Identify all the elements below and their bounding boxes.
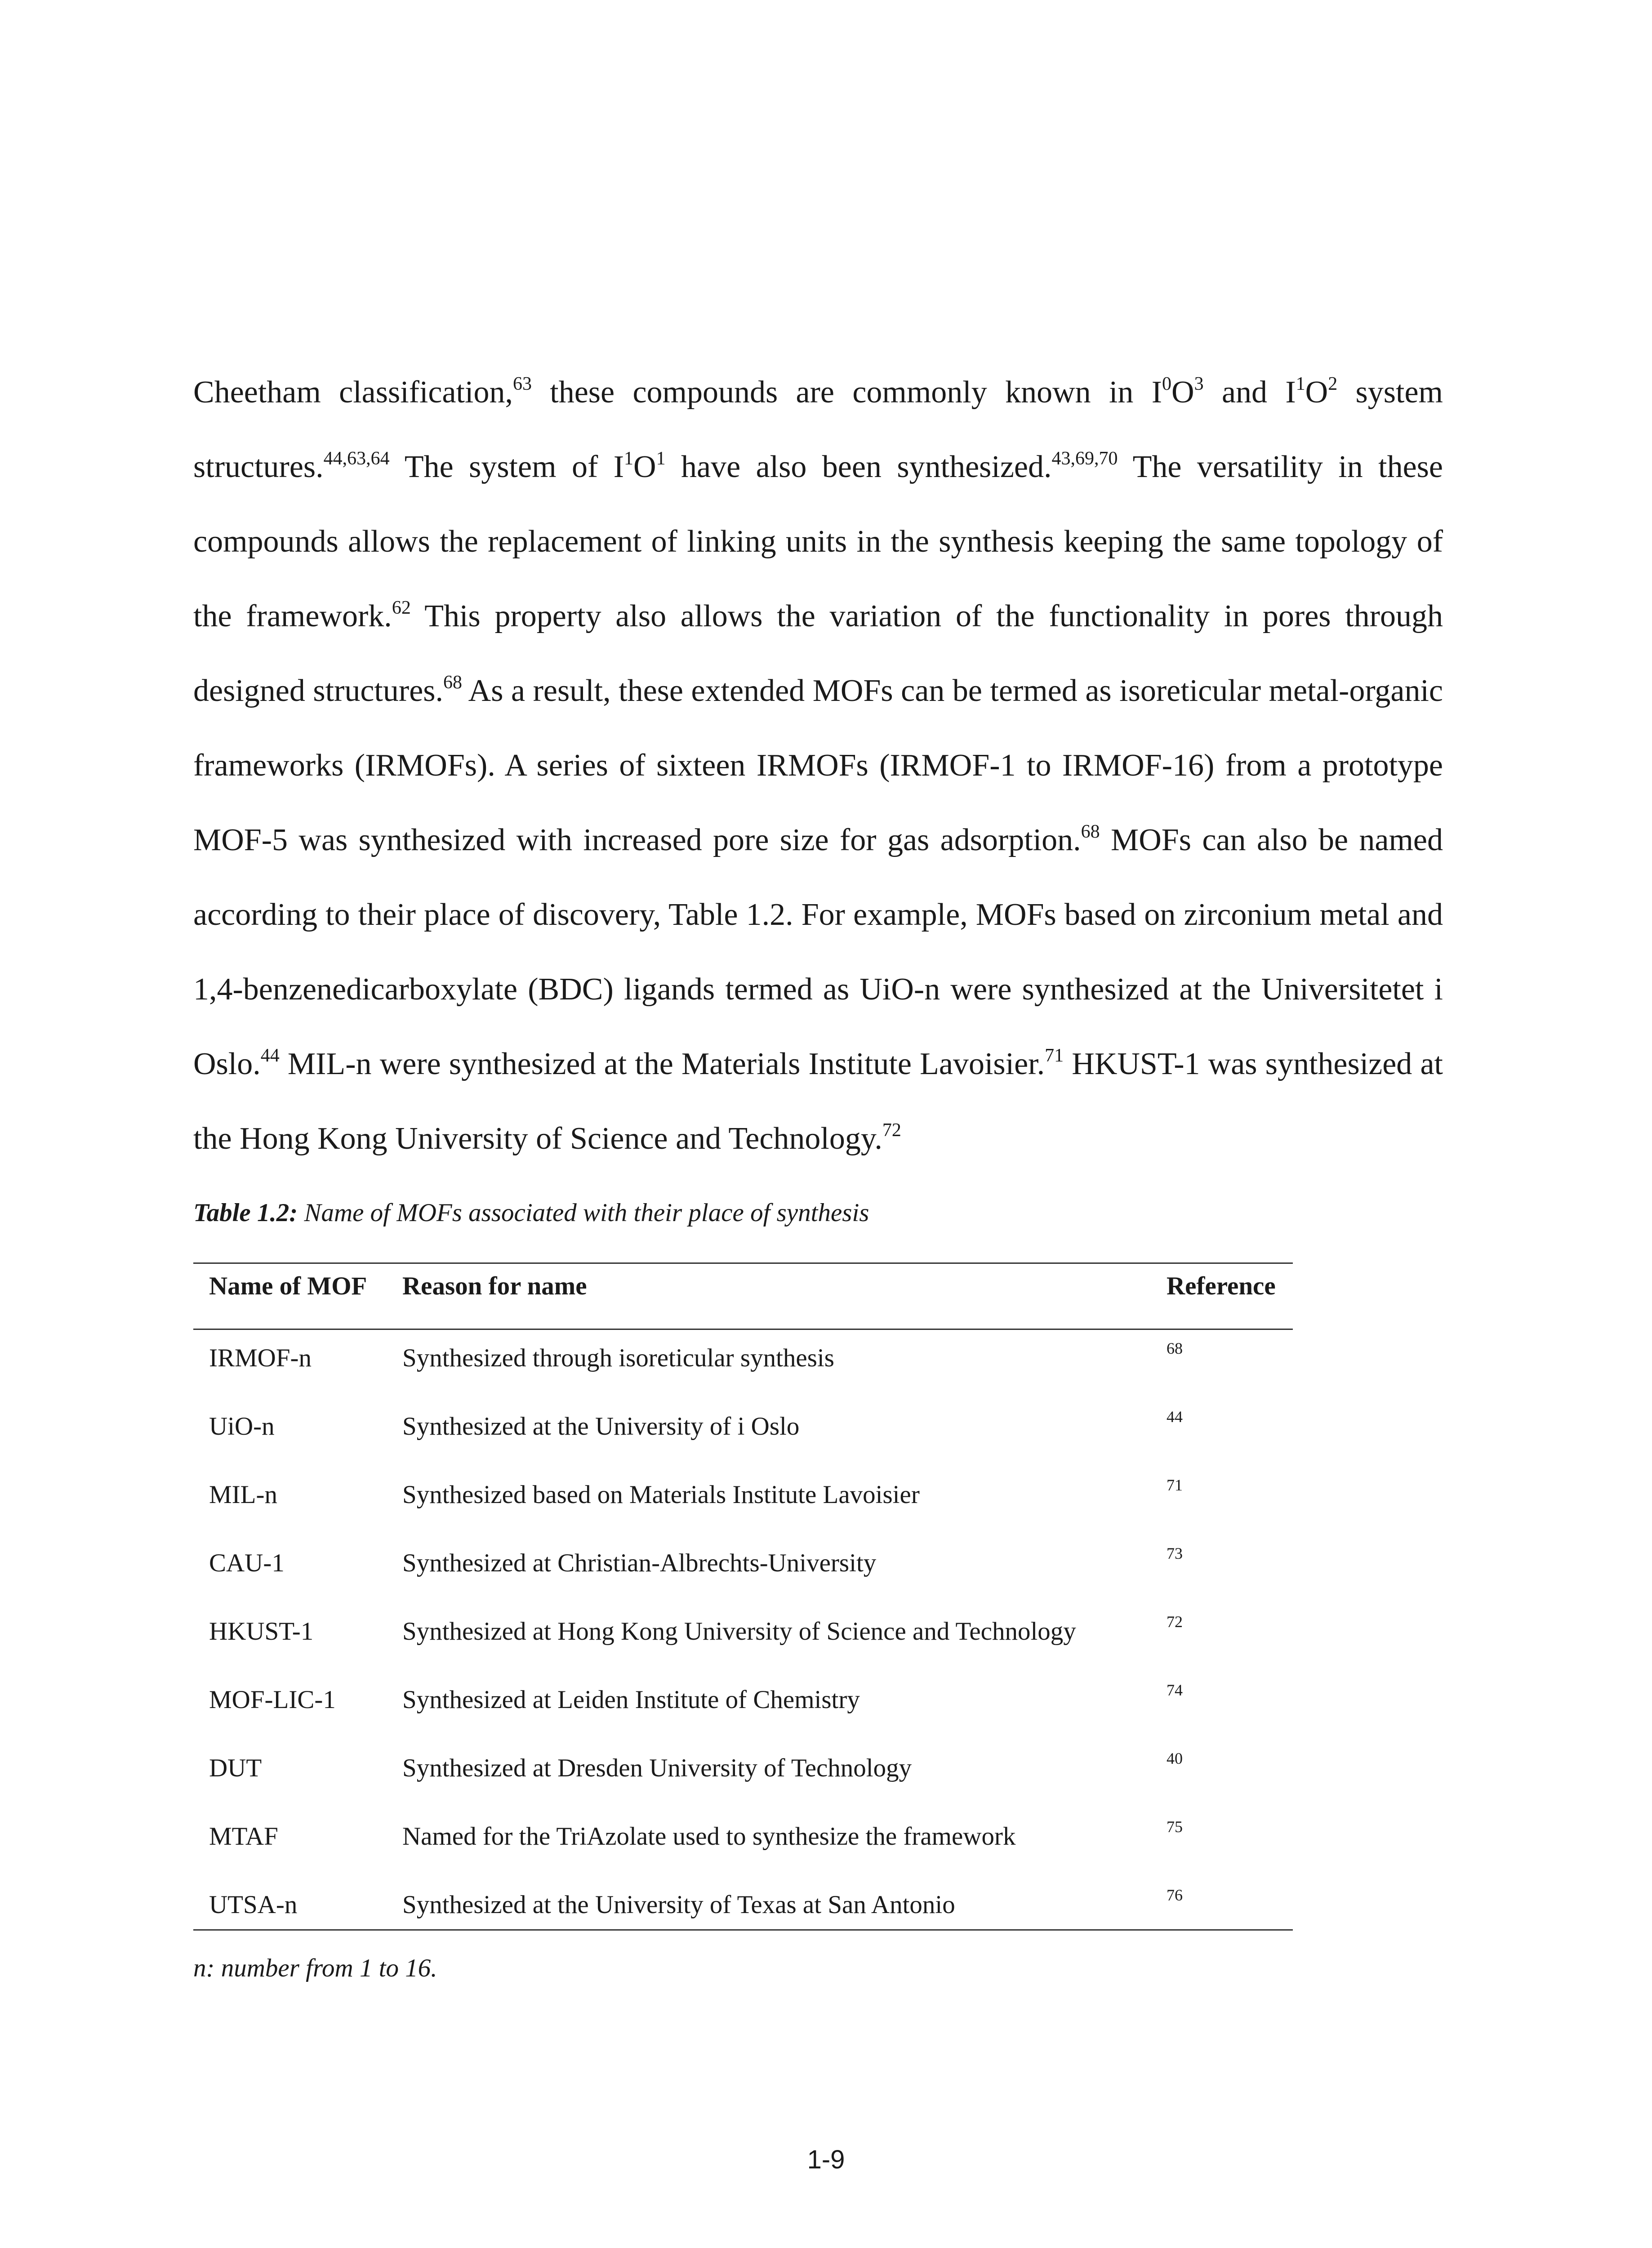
paragraph-text: have also been synthesized. [665, 450, 1052, 484]
table-cell-reason: Synthesized based on Materials Institute Lavoisier [402, 1481, 920, 1509]
table-top-rule [193, 1262, 1293, 1264]
table-cell-reference: 74 [1167, 1681, 1183, 1699]
paragraph-text: O [1305, 375, 1328, 410]
paragraph-text: system structures. [193, 375, 1443, 484]
header-name-of-mof: Name of MOF [209, 1272, 367, 1300]
table-cell-reference: 40 [1167, 1749, 1183, 1767]
citation-superscript: 1 [1296, 373, 1305, 394]
paragraph-text: O [633, 450, 656, 484]
table-cell-reference: 71 [1167, 1476, 1183, 1494]
citation-superscript: 1 [656, 448, 666, 469]
citation-superscript: 63 [512, 373, 532, 394]
citation-superscript: 44,63,64 [323, 448, 390, 469]
body-paragraph [193, 355, 1443, 1176]
table-cell-reason: Named for the TriAzolate used to synthesize the framework [402, 1822, 1016, 1851]
table-cell-reference: 72 [1167, 1613, 1183, 1631]
paragraph-text: The versatility in these compounds allows the replacement of linking units in the synthesis keeping the same topology of the framework. [193, 450, 1443, 633]
citation-superscript: 68 [443, 672, 462, 693]
table-cell-reason: Synthesized at Leiden Institute of Chemistry [402, 1686, 860, 1714]
table-cell-mof-name: IRMOF-n [209, 1344, 312, 1372]
citation-superscript: 72 [882, 1120, 901, 1141]
paragraph-text: these compounds are commonly known in I [531, 375, 1162, 410]
table-cell-reference: 75 [1167, 1818, 1183, 1836]
citation-superscript: 71 [1045, 1045, 1064, 1066]
table-cell-mof-name: UiO-n [209, 1412, 275, 1441]
citation-superscript: 43,69,70 [1051, 448, 1118, 469]
paragraph-text: O [1171, 375, 1194, 410]
table-cell-reason: Synthesized at Christian-Albrechts-University [402, 1549, 877, 1577]
citation-superscript: 2 [1328, 373, 1338, 394]
table-cell-mof-name: UTSA-n [209, 1891, 298, 1919]
paragraph-text: This property also allows the variation of the functionality in pores through designed structures. [193, 599, 1443, 708]
table-caption-text: Name of MOFs associated with their place of synthesis [298, 1199, 869, 1227]
table-cell-reference: 44 [1167, 1408, 1183, 1426]
table-cell-reference: 73 [1167, 1544, 1183, 1562]
citation-superscript: 0 [1162, 373, 1172, 394]
paragraph-text: MIL-n were synthesized at the Materials Institute Lavoisier. [279, 1047, 1045, 1081]
table-caption-label: Table 1.2: [193, 1199, 298, 1227]
table-cell-mof-name: DUT [209, 1754, 262, 1782]
citation-superscript: 3 [1194, 373, 1204, 394]
table-cell-reason: Synthesized at Dresden University of Technology [402, 1754, 912, 1782]
table-cell-reason: Synthesized at the University of i Oslo [402, 1412, 800, 1441]
table-cell-reason: Synthesized at Hong Kong University of Science and Technology [402, 1617, 1076, 1646]
table-cell-reason: Synthesized through isoreticular synthesis [402, 1344, 834, 1372]
paragraph-text: Cheetham classification, [193, 375, 513, 410]
table-cell-mof-name: HKUST-1 [209, 1617, 314, 1646]
header-reason-for-name: Reason for name [402, 1272, 587, 1300]
paragraph-text: As a result, these extended MOFs can be termed as isoreticular metal-organic frameworks (IRMOFs). A series of sixteen IRMOFs (IRMOF-1 to IRMOF-16) from a prototype MOF-5 was synthesized with increased pore size for gas adsorption. [193, 674, 1443, 857]
table-bottom-rule [193, 1929, 1293, 1931]
citation-superscript: 68 [1081, 821, 1100, 842]
table-cell-mof-name: MIL-n [209, 1481, 277, 1509]
table-cell-mof-name: MTAF [209, 1822, 278, 1851]
citation-superscript: 44 [260, 1045, 280, 1066]
table-cell-reference: 68 [1167, 1339, 1183, 1357]
paragraph-text: and I [1203, 375, 1296, 410]
table-cell-reference: 76 [1167, 1886, 1183, 1904]
page-number: 1-9 [807, 2145, 845, 2174]
table-header-rule [193, 1329, 1293, 1330]
table-cell-mof-name: MOF-LIC-1 [209, 1686, 336, 1714]
citation-superscript: 1 [624, 448, 634, 469]
citation-superscript: 62 [392, 597, 411, 618]
header-reference: Reference [1167, 1272, 1276, 1300]
paragraph-text: MOFs can also be named according to their place of discovery, Table 1.2. For example, MOFs based on zirconium metal and 1,4-benzenedicarboxylate (BDC) ligands termed as UiO-n were synthesized at the Universitetet i Oslo. [193, 823, 1443, 1081]
table-cell-reason: Synthesized at the University of Texas at San Antonio [402, 1891, 955, 1919]
table-caption [193, 1198, 869, 1227]
table-cell-mof-name: CAU-1 [209, 1549, 285, 1577]
table-note: n: number from 1 to 16. [193, 1954, 437, 1982]
paragraph-text: HKUST-1 was synthesized at the Hong Kong University of Science and Technology. [193, 1047, 1443, 1156]
paragraph-text: The system of I [389, 450, 624, 484]
